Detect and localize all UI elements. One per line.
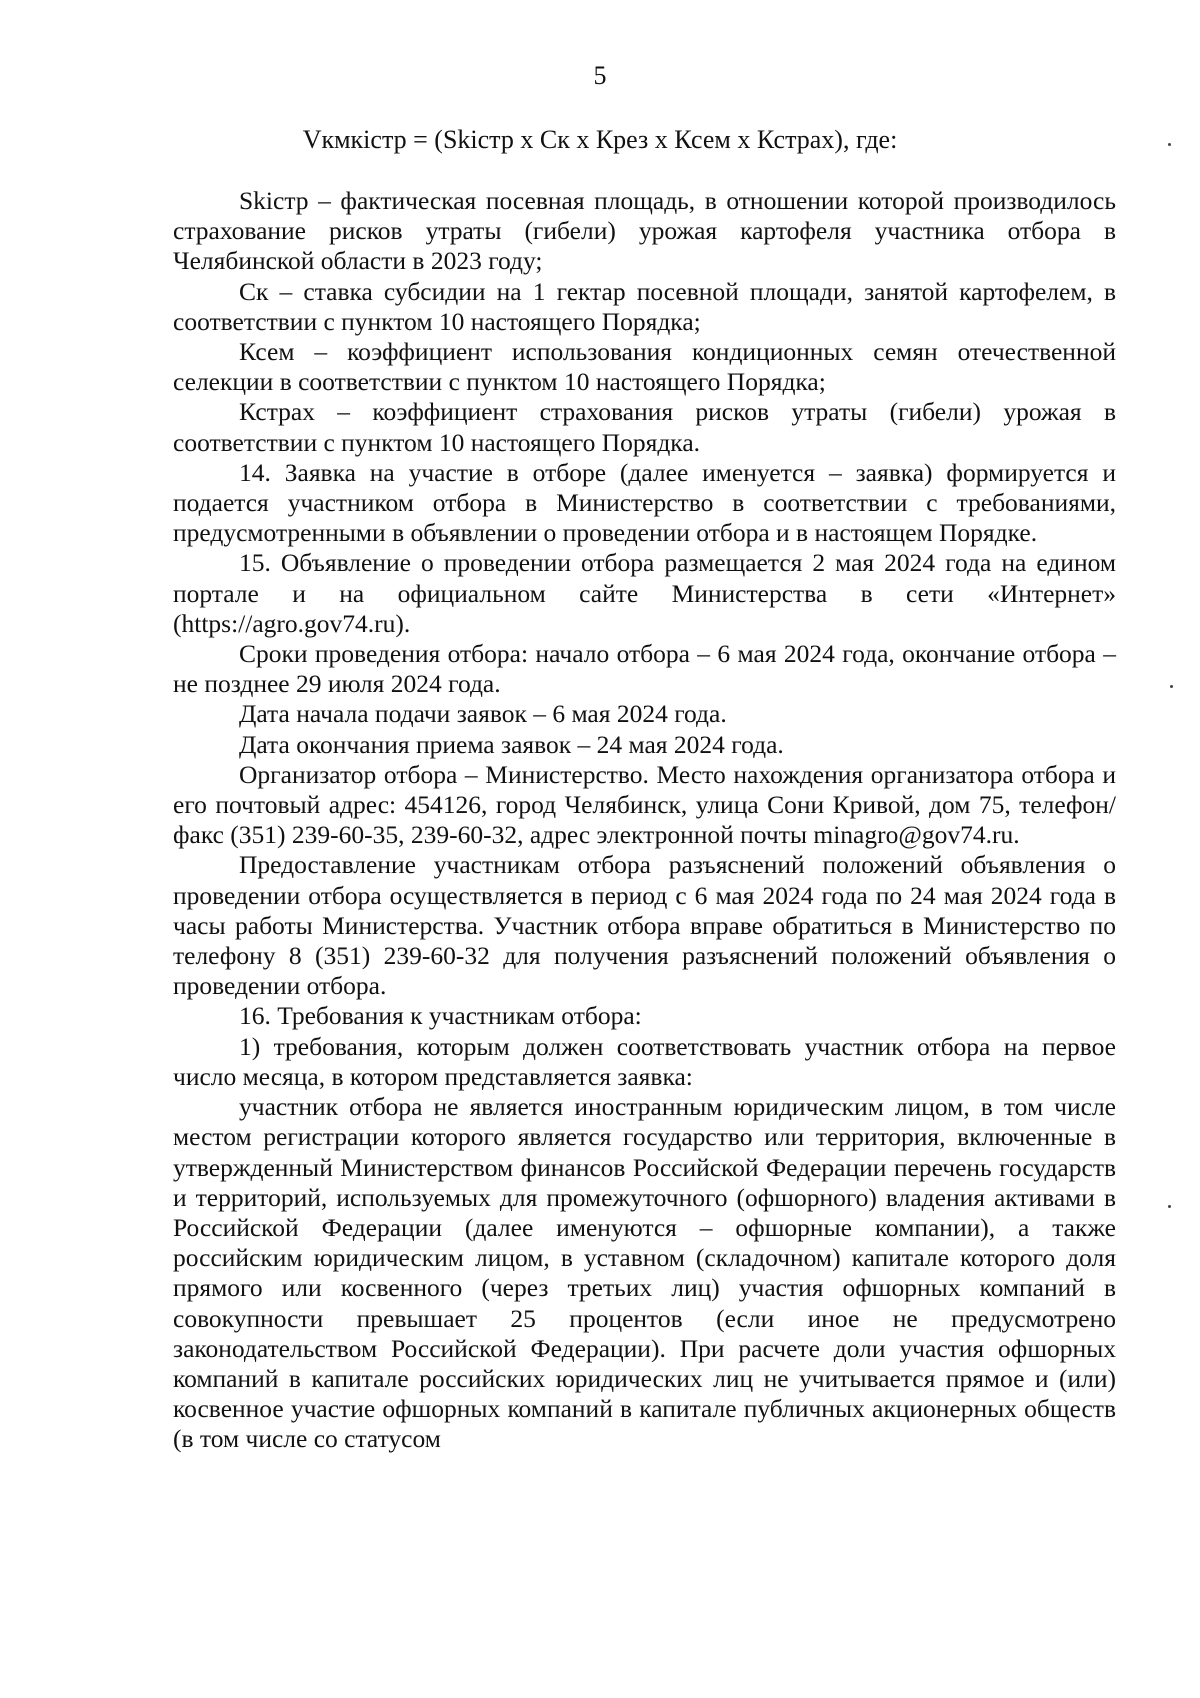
paragraph: Ксем – коэффициент использования кондиционных семян отечественной селекции в соответствии с пунктом 10 настоящего Порядка; [173, 337, 1116, 397]
paragraph: Сроки проведения отбора: начало отбора – 6 мая 2024 года, окончание отбора – не позднее 29 июля 2024 года. [173, 639, 1116, 699]
paragraph: Ск – ставка субсидии на 1 гектар посевной площади, занятой картофелем, в соответствии с пунктом 10 настоящего Порядка; [173, 276, 1116, 336]
paragraph: участник отбора не является иностранным юридическим лицом, в том числе местом регистрации которого является государство или территория, включенные в утвержденный Министерством финансов Российской Федерации перечень государств и территорий, используемых для промежуточного (офшорного) владения активами в Российской Федерации (далее именуются – офшорные компании), а также российским юридическим лицом, в уставном (складочном) капитале которого доля прямого или косвенного (через третьих лиц) участия офшорных компаний в совокупности превышает 25 процентов (если иное не предусмотрено законодательством Российской Федерации). При расчете доли участия офшорных компаний в капитале российских юридических лиц не учитывается прямое и (или) косвенное участие офшорных компаний в капитале публичных акционерных обществ (в том числе со статусом [173, 1092, 1116, 1454]
paragraph: Skiстр – фактическая посевная площадь, в отношении которой производилось страхование рисков утраты (гибели) урожая картофеля участника отбора в Челябинской области в 2023 году; [173, 186, 1116, 276]
paragraph: 14. Заявка на участие в отборе (далее именуется – заявка) формируется и подается участником отбора в Министерство в соответствии с требованиями, предусмотренными в объявлении о проведении отбора и в настоящем Порядке. [173, 457, 1116, 548]
page-number: 5 [593, 61, 607, 90]
document-body [173, 186, 1116, 1455]
paragraph: 1) требования, которым должен соответствовать участник отбора на первое число месяца, в котором представляется заявка: [173, 1031, 1116, 1091]
paragraph: Организатор отбора – Министерство. Место нахождения организатора отбора и его почтовый адрес: 454126, город Челябинск, улица Сони Кривой, дом 75, телефон/факс (351) 239-60-35, 239-60-32, адрес электронной почты minagro@gov74.ru. [173, 759, 1116, 850]
paragraph: Кстрах – коэффициент страхования рисков утраты (гибели) урожая в соответствии с пунктом 10 настоящего Порядка. [173, 397, 1116, 457]
paragraph: Дата окончания приема заявок – 24 мая 2024 года. [239, 729, 784, 759]
paragraph: Предоставление участникам отбора разъяснений положений объявления о проведении отбора осуществляется в период с 6 мая 2024 года по 24 мая 2024 года в часы работы Министерства. Участник отбора вправе обратиться в Министерство по телефону 8 (351) 239-60-32 для получения разъяснений положений объявления о проведении отбора. [173, 850, 1116, 1001]
scan-speck [1170, 685, 1173, 688]
paragraph: Дата начала подачи заявок – 6 мая 2024 года. [239, 699, 727, 729]
paragraph: 15. Объявление о проведении отбора размещается 2 мая 2024 года на едином портале и на официальном сайте Министерства в сети «Интернет» (https://agro.gov74.ru). [173, 548, 1116, 638]
formula: Vкмкiстр = (Skiстр х Ск х Крез х Ксем х Кстрах), где: [302, 125, 898, 154]
scan-speck [1168, 1205, 1171, 1208]
scan-speck [1168, 143, 1171, 146]
paragraph: 16. Требования к участникам отбора: [239, 1001, 642, 1031]
